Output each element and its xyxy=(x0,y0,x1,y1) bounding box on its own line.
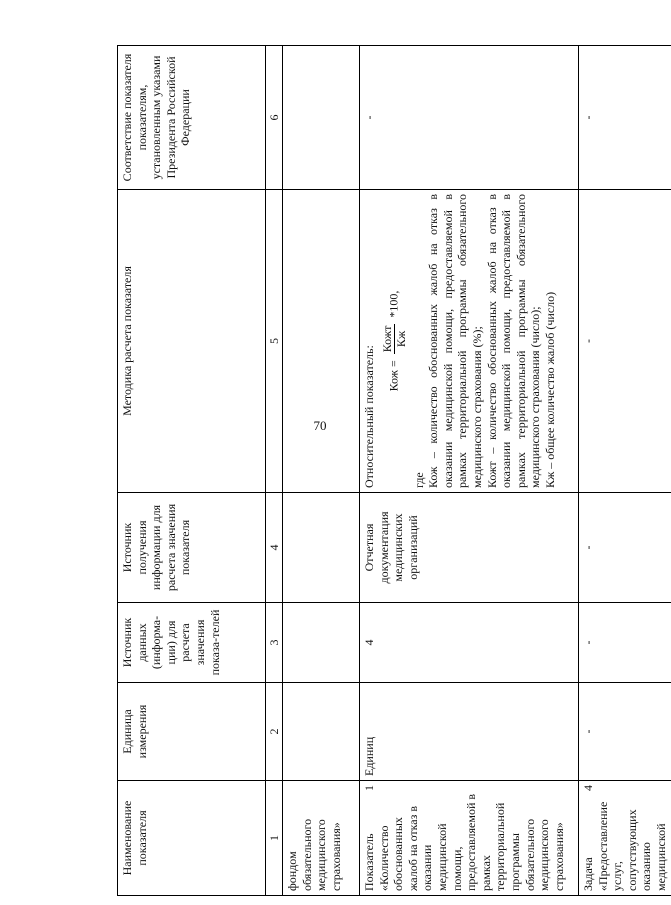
info-source-cell: Отчетная документация медицинских организаций xyxy=(359,492,578,602)
table-row xyxy=(282,45,359,895)
header-row xyxy=(117,45,265,895)
indicator-index: 1 xyxy=(361,784,376,791)
page-number: 70 xyxy=(313,418,327,433)
compliance-cell: - xyxy=(578,45,671,189)
header-data-source: Источник данных (информа-ции) для расчета значения показа-телей xyxy=(117,602,265,682)
indicator-name: Показатель «Количество обоснованных жалоб на отказ в оказании медицинской помощи, предоставляемой в рамках территориальной программы обязательного медицинского страхования» xyxy=(361,793,566,891)
unit-cell: - xyxy=(578,682,671,780)
data-source-cell xyxy=(282,602,359,682)
column-number: 5 xyxy=(265,189,282,492)
info-source-cell xyxy=(282,492,359,602)
header-info-source: Источник получения информации для расчета значения показателя xyxy=(117,492,265,602)
table-row xyxy=(359,45,578,895)
formula-numerator: Кожт xyxy=(379,325,394,352)
indicator-name: Задача «Предоставление услуг, сопутствующих оказанию медицинской xyxy=(580,801,668,891)
indicators-table xyxy=(117,45,671,896)
column-number-row xyxy=(265,45,282,895)
method-cell xyxy=(359,189,578,492)
table-row xyxy=(578,45,671,895)
method-definition-1: Кож – количество обоснованных жалоб на отказ в оказании медицинской помощи, предоставляемой в рамках территориальной программы обязательного медицинского страхования (%); xyxy=(425,193,484,488)
method-intro: Относительный показатель: xyxy=(361,344,376,488)
column-number: 3 xyxy=(265,602,282,682)
unit-cell: Единиц xyxy=(359,682,578,780)
formula xyxy=(380,194,407,488)
indicator-name-cell xyxy=(578,780,671,895)
formula-fraction xyxy=(380,323,407,354)
rotated-table-container xyxy=(117,46,668,896)
column-number: 2 xyxy=(265,682,282,780)
indicator-name-cell xyxy=(359,780,578,895)
column-number: 1 xyxy=(265,780,282,895)
indicator-index: 4 xyxy=(580,784,595,791)
method-where: где xyxy=(411,471,426,488)
method-cell: - xyxy=(578,189,671,492)
header-unit: Единица измерения xyxy=(117,682,265,780)
method-definition-2: Кожт – количество обоснованных жалоб на отказ в оказании медицинской помощи, предоставляемой в рамках территориальной программы обязательного медицинского страхования (число); xyxy=(484,193,542,488)
header-compliance: Соответствие показателя показателям, установленным указами Президента Российской Федерации xyxy=(117,45,265,189)
formula-lhs: Кож = xyxy=(385,359,400,391)
info-source-cell: - xyxy=(578,492,671,602)
data-source-cell: - xyxy=(578,602,671,682)
header-indicator-name: Наименование показателя xyxy=(117,780,265,895)
compliance-cell: - xyxy=(359,45,578,189)
method-definition-3: Кж – общее количество жалоб (число) xyxy=(542,291,557,488)
compliance-cell xyxy=(282,45,359,189)
unit-cell xyxy=(282,682,359,780)
header-method: Методика расчета показателя xyxy=(117,189,265,492)
data-source-cell: 4 xyxy=(359,602,578,682)
column-number: 6 xyxy=(265,45,282,189)
formula-denominator: Кж xyxy=(393,330,408,347)
formula-tail: *100, xyxy=(385,290,400,318)
indicator-name: фондом обязательного медицинского страхования» xyxy=(282,780,359,895)
method-cell xyxy=(282,189,359,492)
column-number: 4 xyxy=(265,492,282,602)
